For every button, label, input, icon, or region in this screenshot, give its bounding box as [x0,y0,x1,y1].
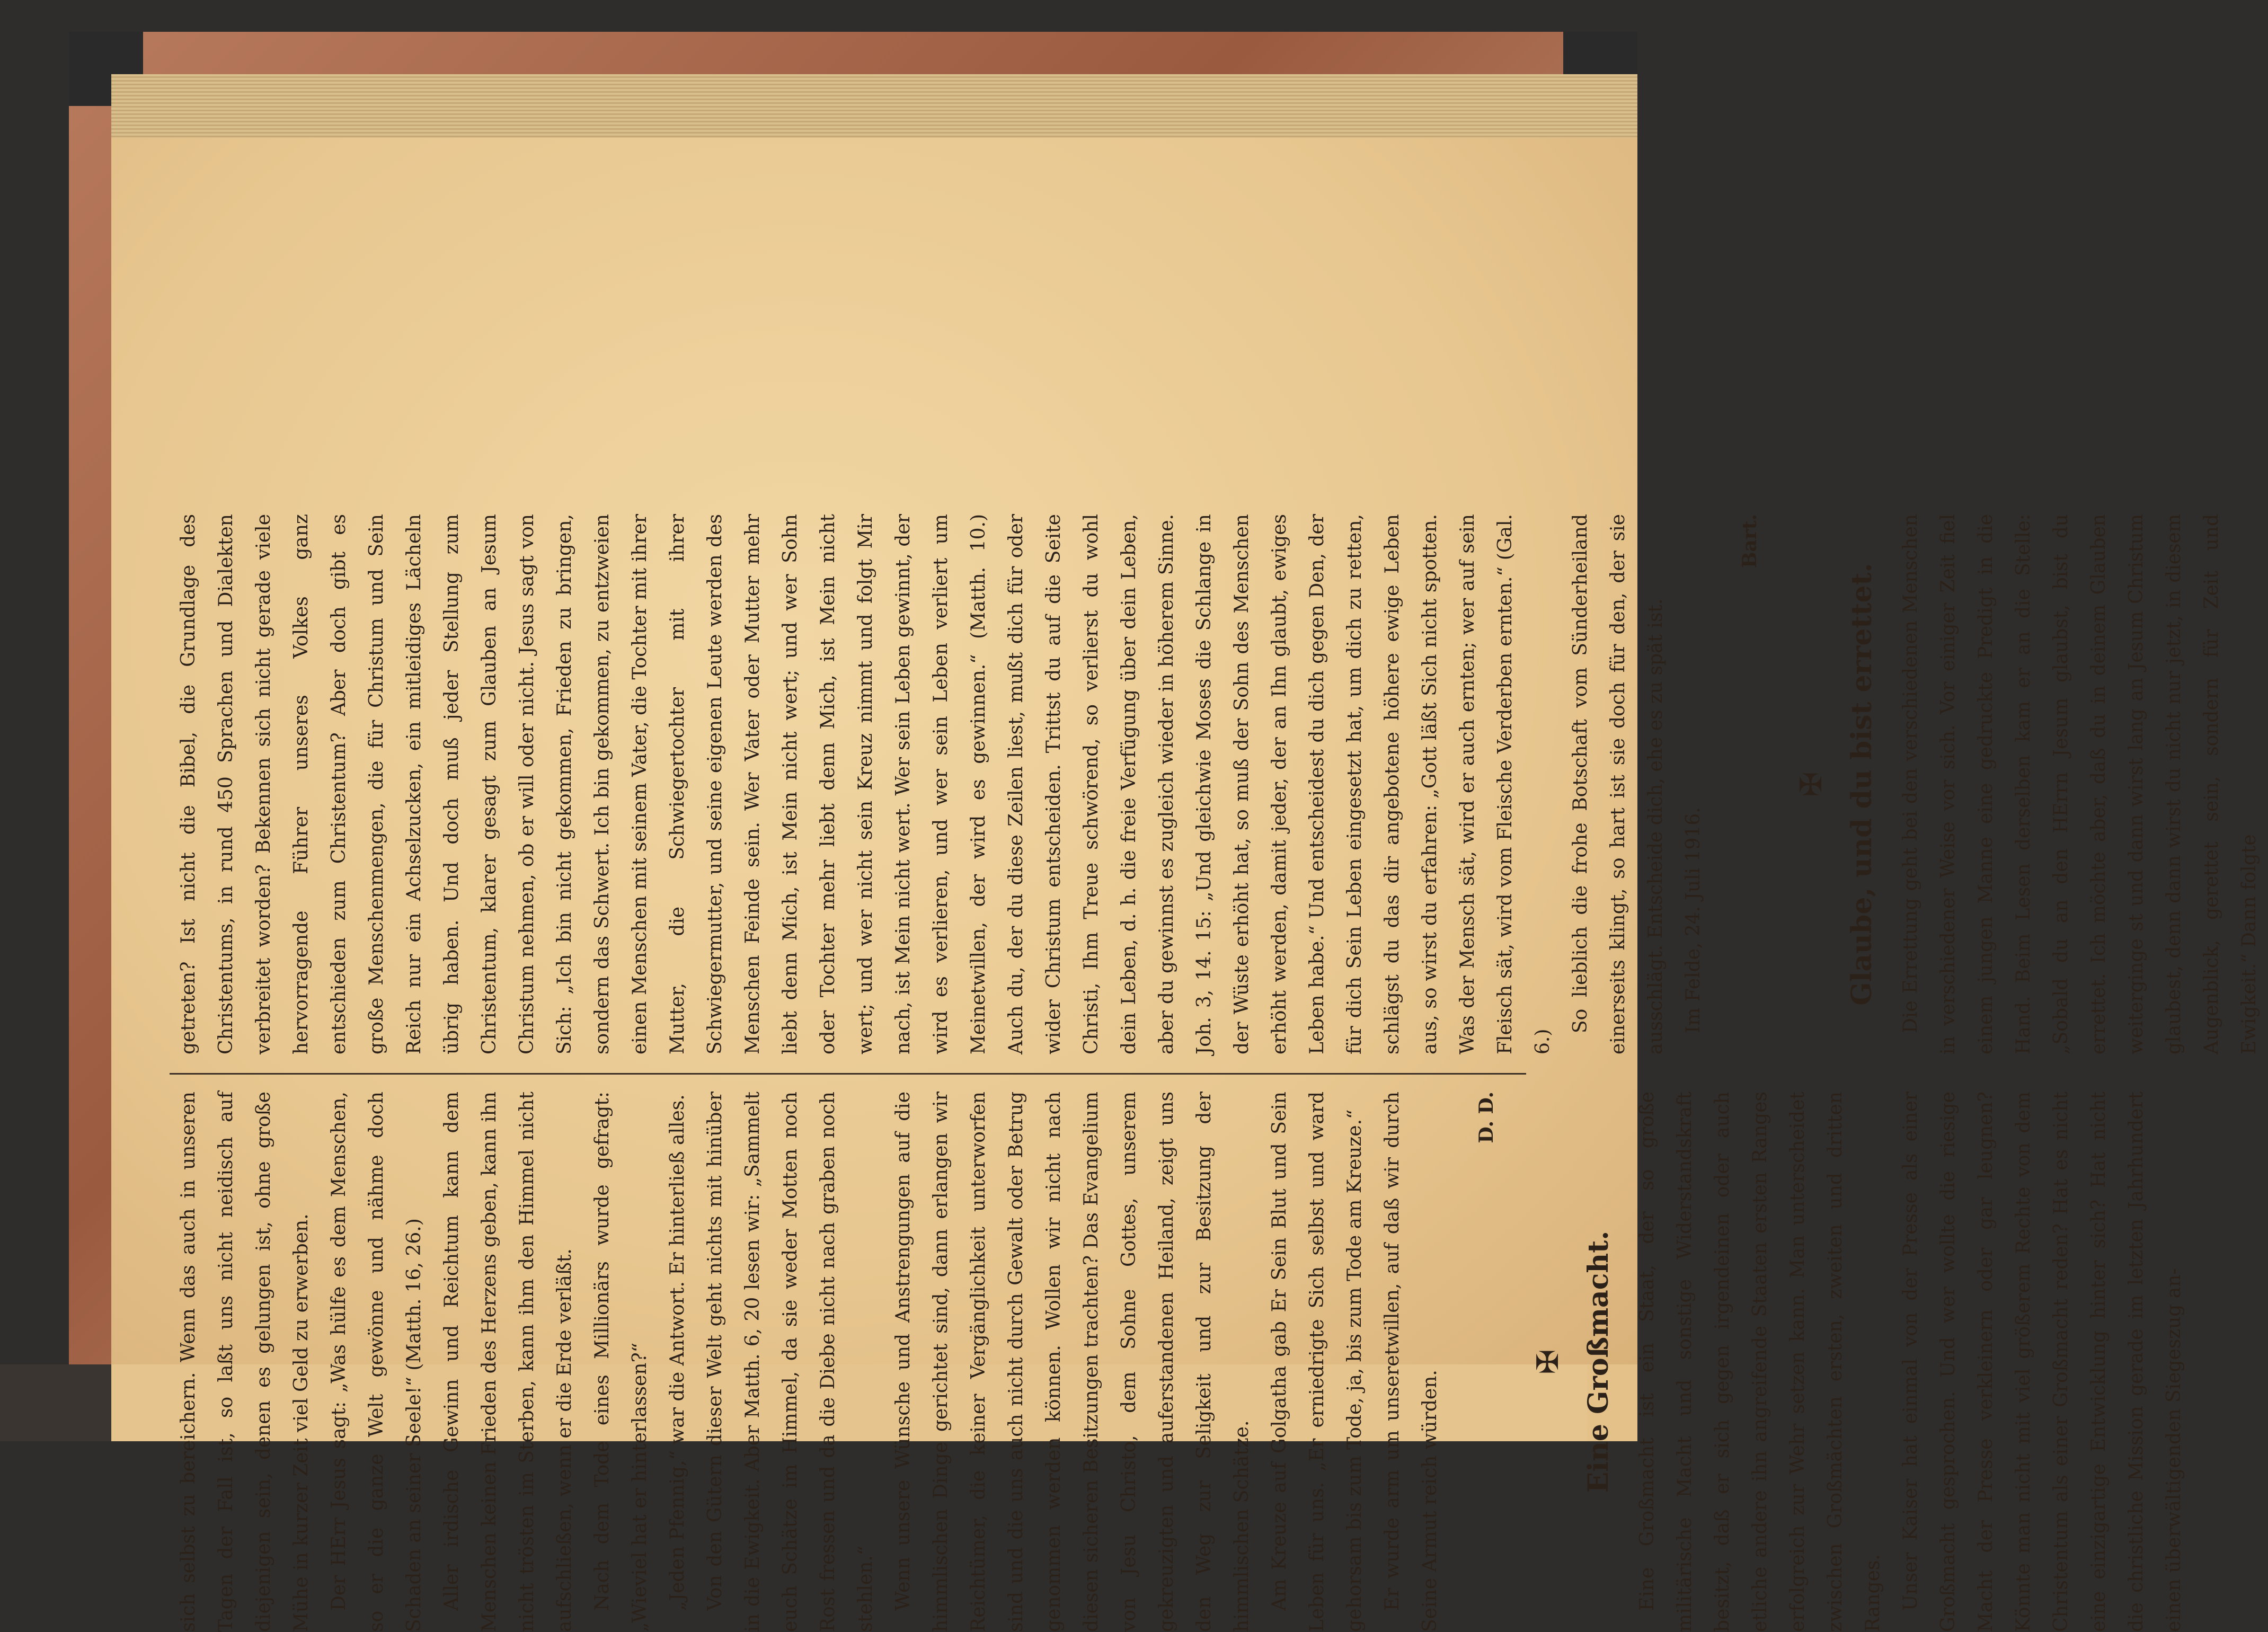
signature: Bart. [1739,514,1761,568]
text-column-right [170,514,2260,1054]
cross-ornament-icon: ✠ [1531,1349,1565,1374]
cross-ornament-icon: ✠ [1794,771,1829,797]
paragraph: Der HErr Jesus sagt: „Was hülfe es dem Menschen, so er die ganze Welt gewönne und nähme doch Schaden an seiner Seele!“ (Matth. 16, 26.) [328,1092,425,1632]
signature: D. D. [1475,1092,1498,1143]
paragraph: Er wurde arm um unseretwillen, auf daß wir durch Seine Armut reich würden. [1381,1092,1441,1632]
column-divider [170,1073,1526,1075]
section-heading: Eine Großmacht. [1582,1230,1615,1493]
rotated-text-block [170,514,2260,1632]
paragraph: Aller irdische Gewinn und Reichtum kann dem Menschen keinen Frieden des Herzens geben, kann ihn nicht trösten im Sterben, kann ihm den Himmel nicht aufschließen, wenn er die Erde verläßt. [441,1092,575,1632]
background-table [0,1364,111,1441]
paragraph: Die Errettung geht bei den verschiedenen Menschen in verschiedener Weise vor sich. Vor einiger Zeit fiel einem jungen Manne eine gedruckte Predigt in die Hand. Beim Lesen derselben kam er an die Stelle: „Sobald du an den HErrn Jesum glaubst, bist du errettet. Ich möchte aber, daß du in deinem Glauben weiterginge st und dann wirst lang an Jesum Christum glaubest, denn dann wirst du nicht nur jetzt, in diesem Augenblick, gerettet sein, sondern für Zeit und Ewigkeit.“ Dann folgte [1900,514,2260,1054]
paragraph: Eine Großmacht ist ein Staat, der so große militärische Macht und sonstige Widerstandskraft besitzt, daß er sich gegen irgendeinen oder auch etliche andere ihn angreifende Staaten ersten Ranges erfolgreich zur Wehr setzen kann. Man unterscheidet zwischen Großmächten ersten, zweiten und dritten Ranges. [1636,1092,1884,1632]
paragraph: Am Kreuze auf Golgatha gab Er Sein Blut und Sein Leben für uns. „Er erniedrigte Sich selbst und ward gehorsam bis zum Tode, ja, bis zum Tode am Kreuze.“ [1269,1092,1366,1632]
paragraph: So lieblich die frohe Botschaft vom Sünderheiland einerseits klingt, so hart ist sie doch für den, der sie ausschlägt. Entscheide dich, ehe es zu spät ist. [1570,514,1667,1054]
paragraph: Nach dem Tode eines Millionärs wurde gefragt: „Wieviel hat er hinterlassen?“ [591,1092,651,1632]
text-column-left [170,1092,2185,1632]
paragraph: sich selbst zu bereichern. Wenn das auch in unseren Tagen der Fall ist, so laßt uns nicht neidisch auf diejenigen sein, denen es gelungen ist, ohne große Mühe in kurzer Zeit viel Geld zu erwerben. [178,1092,312,1632]
paragraph: Von den Gütern dieser Welt geht nichts mit hinüber in die Ewigkeit. Aber Matth. 6, 20 lesen wir: „Sammelt euch Schätze im Himmel, da sie weder Motten noch Rost fressen und da die Diebe nicht nach graben noch stehlen.“ [704,1092,876,1632]
paragraph: getreten? Ist nicht die Bibel, die Grundlage des Christentums, in rund 450 Sprachen und Dialekten verbreitet worden? Bekennen sich nicht gerade viele hervorragende Führer unseres Volkes ganz entschieden zum Christentum? Aber doch gibt es große Menschenmengen, die für Christum und Sein Reich nur ein Achselzucken, ein mitleidiges Lächeln übrig haben. Und doch muß jeder Stellung zum Christentum, klarer gesagt zum Glauben an Jesum Christum nehmen, ob er will oder nicht. Jesus sagt von Sich: „Ich bin nicht gekommen, Frieden zu bringen, sondern das Schwert. Ich bin gekommen, zu entzweien einen Menschen mit seinem Vater, die Tochter mit ihrer Mutter, die Schwiegertochter mit ihrer Schwiegermutter, und seine eigenen Leute werden des Menschen Feinde sein. Wer Vater oder Mutter mehr liebt denn Mich, ist Mein nicht wert; und wer Sohn oder Tochter mehr liebt denn Mich, ist Mein nicht wert; und wer nicht sein Kreuz nimmt und folgt Mir nach, ist Mein nicht wert. Wer sein Leben gewinnt, der wird es verlieren, und wer sein Leben verliert um Meinetwillen, der wird es gewinnen.“ (Matth. 10.) Auch du, der du diese Zeilen liest, mußt dich für oder wider Christum entscheiden. Trittst du auf die Seite Christi, Ihm Treue schwörend, so verlierst du wohl dein Leben, d. h. die freie Verfügung über dein Leben, aber du gewinnst es zugleich wieder in höherem Sinne. Joh. 3, 14. 15: „Und gleichwie Moses die Schlange in der Wüste erhöht hat, so muß der Sohn des Menschen erhöht werden, damit jeder, der an Ihn glaubt, ewiges Leben habe.“ Und entscheidest du dich gegen Den, der für dich Sein Leben eingesetzt hat, um dich zu retten, schlägst du das dir angebotene höhere ewige Leben aus, so wirst du erfahren: „Gott läßt Sich nicht spotten. Was der Mensch sät, wird er auch ernten; wer auf sein Fleisch sät, wird vom Fleische Verderben ernten.“ (Gal. 6.) [178,514,1554,1054]
paragraph: Wenn unsere Wünsche und Anstrengungen auf die himmlischen Dinge gerichtet sind, dann erlangen wir Reichtümer, die keiner Vergänglichkeit unterworfen sind und die uns auch nicht durch Gewalt oder Betrug genommen werden können. Wollen wir nicht nach diesen sicheren Besitzungen trachten? Das Evangelium von Jesu Christo, dem Sohne Gottes, unserem gekreuzigten und auferstandenen Heiland, zeigt uns den Weg zur Seligkeit und zur Besitzung der himmlischen Schätze. [892,1092,1253,1632]
paragraph: Unser Kaiser hat einmal von der Presse als einer Großmacht gesprochen. Und wer wollte die riesige Macht der Presse verkleinern oder gar leugnen? Könnte man nicht mit viel größerem Rechte von dem Christentum als einer Großmacht reden? Hat es nicht eine einzigartige Entwicklung hinter sich? Hat nicht die christliche Mission gerade im letzten Jahrhundert einen überwältigenden Siegeszug an- [1900,1092,2185,1632]
dateline: Im Felde, 24. Juli 1916. [1682,807,1704,1033]
section-heading: Glaube, und du bist errettet. [1846,563,1878,1006]
paragraph: „Jeden Pfennig,“ war die Antwort. Er hinterließ alles. [667,1094,688,1611]
